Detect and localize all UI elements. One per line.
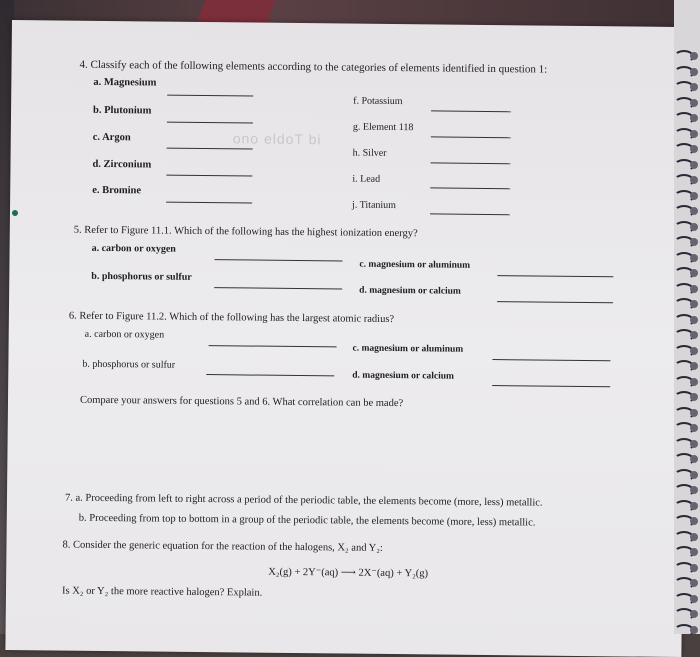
binding-hole <box>690 316 698 324</box>
q5-item-d: d. magnesium or calcium <box>359 285 461 297</box>
q4-answer-line-e[interactable] <box>166 202 252 204</box>
q5-item-a: a. carbon or oxygen <box>91 242 176 255</box>
worksheet-page <box>5 20 688 657</box>
bleed-through-text: ono eldoT bi <box>232 130 322 148</box>
q5-answer-line-c[interactable] <box>497 275 613 277</box>
binding-hole <box>690 424 698 432</box>
q8-prompt: 8. Consider the generic equation for the reaction of the halogens, X₂ and Y₂: <box>62 539 383 554</box>
q8-equation: X₂(g) + 2Y⁻(aq) ⟶ 2X⁻(aq) + Y₂(g) <box>268 566 429 580</box>
q7-part-b: b. Proceeding from top to bottom in a group of the periodic table, the elements become (more, less) metallic. <box>78 512 536 529</box>
binding-hole <box>690 595 698 603</box>
binding-hole <box>690 285 698 293</box>
binding-hole <box>690 161 698 169</box>
binding-hole <box>690 626 698 634</box>
binding-hole <box>690 300 698 308</box>
binding-hole <box>690 130 698 138</box>
q5-answer-line-b[interactable] <box>214 287 342 289</box>
q7-part-a: 7. a. Proceeding from left to right across a period of the periodic table, the elements become (more, less) metallic. <box>64 492 543 509</box>
q6-answer-line-b[interactable] <box>206 374 334 376</box>
binding-hole <box>690 254 698 262</box>
binding-hole <box>690 176 698 184</box>
binding-hole <box>690 579 698 587</box>
binding-hole <box>690 564 698 572</box>
q4-answer-line-d[interactable] <box>166 175 252 177</box>
binding-hole <box>690 378 698 386</box>
binding-hole <box>690 331 698 339</box>
binding-hole <box>690 99 698 107</box>
q4-answer-line-g[interactable] <box>431 136 511 138</box>
q6-item-d: d. magnesium or calcium <box>352 370 455 382</box>
q4-item-g: g. Element 118 <box>352 121 414 134</box>
binding-hole <box>690 192 698 200</box>
binding-hole <box>690 610 698 618</box>
binding-hole <box>690 223 698 231</box>
binding-hole <box>690 52 698 60</box>
binding-hole <box>690 455 698 463</box>
q4-item-d: d. Zirconium <box>92 158 152 171</box>
binding-hole <box>690 269 698 277</box>
binding-hole <box>690 440 698 448</box>
q8-question: Is X₂ or Y₂ the more reactive halogen? Explain. <box>61 585 263 599</box>
q5-answer-line-a[interactable] <box>214 259 342 261</box>
q4-item-j: j. Titanium <box>352 199 397 212</box>
spiral-binding <box>674 0 700 634</box>
binding-hole <box>690 83 698 91</box>
binding-hole <box>690 533 698 541</box>
q4-prompt: 4. Classify each of the following elements according to the categories of elements identified in question 1: <box>79 58 548 76</box>
q4-answer-line-b[interactable] <box>167 122 253 124</box>
binding-hole <box>690 393 698 401</box>
q6-answer-line-a[interactable] <box>209 345 337 347</box>
binding-hole <box>690 517 698 525</box>
q4-answer-line-f[interactable] <box>431 110 511 112</box>
q4-item-c: c. Argon <box>92 131 131 144</box>
q6-item-a: a. carbon or oxygen <box>84 328 165 341</box>
q6-answer-line-c[interactable] <box>492 359 610 361</box>
binding-hole <box>690 145 698 153</box>
q4-item-e: e. Bromine <box>92 184 142 197</box>
q4-answer-line-a[interactable] <box>167 95 253 97</box>
q4-item-i: i. Lead <box>352 173 381 185</box>
binding-hole <box>690 471 698 479</box>
q4-answer-line-i[interactable] <box>430 187 510 189</box>
q4-answer-line-j[interactable] <box>430 213 510 215</box>
binding-hole <box>690 114 698 122</box>
binding-hole <box>690 238 698 246</box>
q4-answer-line-h[interactable] <box>431 162 511 164</box>
q4-item-h: h. Silver <box>352 147 387 159</box>
q6-compare: Compare your answers for questions 5 and 6. What correlation can be made? <box>79 394 404 410</box>
q4-answer-line-c[interactable] <box>167 148 253 150</box>
binding-hole <box>690 347 698 355</box>
binding-hole <box>690 486 698 494</box>
q5-item-c: c. magnesium or aluminum <box>359 259 471 271</box>
binding-hole <box>690 362 698 370</box>
q4-item-a: a. Magnesium <box>93 76 157 89</box>
q5-answer-line-d[interactable] <box>497 301 613 303</box>
q6-item-c: c. magnesium or aluminum <box>352 343 464 355</box>
q5-item-b: b. phosphorus or sulfur <box>91 270 192 283</box>
q6-item-b: b. phosphorus or sulfur <box>82 358 176 371</box>
binding-hole <box>690 502 698 510</box>
q6-prompt: 6. Refer to Figure 11.2. Which of the following has the largest atomic radius? <box>68 310 395 326</box>
q4-item-f: f. Potassium <box>353 95 403 108</box>
q6-answer-line-d[interactable] <box>492 385 610 387</box>
binding-hole <box>690 207 698 215</box>
binding-hole <box>690 68 698 76</box>
q5-prompt: 5. Refer to Figure 11.1. Which of the following has the highest ionization energy? <box>73 224 418 240</box>
binding-hole <box>690 409 698 417</box>
q4-item-b: b. Plutonium <box>93 104 152 117</box>
binding-hole <box>690 548 698 556</box>
page-marker-dot <box>12 210 18 216</box>
